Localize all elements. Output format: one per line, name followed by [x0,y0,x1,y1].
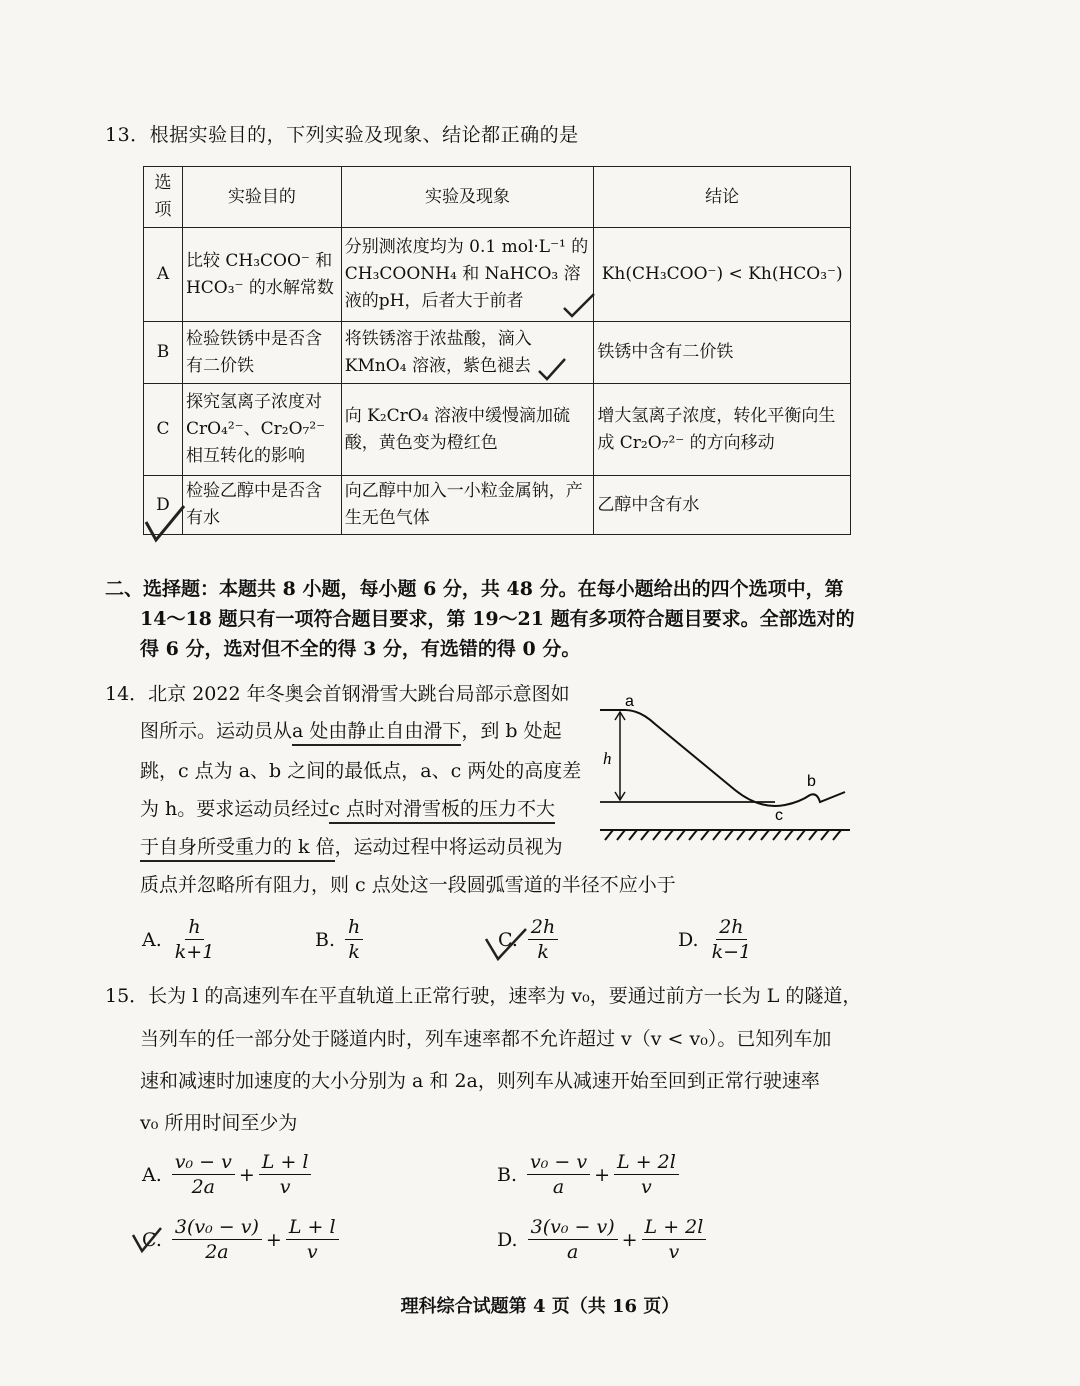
q14-line5a: 于自身所受重力的 k 倍 [140,836,335,862]
q15-line2: 当列车的任一部分处于隧道内时，列车速率都不允许超过 v（v < v₀）。已知列车加 [140,1028,832,1050]
row-a-conclusion: Kh(CH₃COO⁻) < Kh(HCO₃⁻) [594,228,851,322]
q15-option-a[interactable] [142,1150,315,1199]
option-label: A. [142,928,162,951]
row-b-conclusion: 铁锈中含有二价铁 [594,322,851,384]
frac-den: k+1 [174,941,215,963]
row-d-experiment: 向乙醇中加入一小粒金属钠，产生无色气体 [341,476,594,535]
frac-num: 2h [528,915,558,940]
fig-label-c: c [775,807,783,824]
frac-num: L + 2l [642,1215,707,1240]
fig-label-a: a [625,693,634,710]
frac-num: 3(v₀ − v) [172,1215,262,1240]
row-d-conclusion: 乙醇中含有水 [594,476,851,535]
row-b-goal: 检验铁锈中是否含有二价铁 [182,322,341,384]
frac-num: L + l [259,1150,312,1175]
row-d-option: D [144,476,183,535]
option-label: C. [498,928,518,951]
row-b-experiment: 将铁锈溶于浓盐酸，滴入 KMnO₄ 溶液，紫色褪去 [341,322,594,384]
row-c-experiment: 向 K₂CrO₄ 溶液中缓慢滴加硫酸，黄色变为橙红色 [341,384,594,476]
q14-line3: 跳，c 点为 a、b 之间的最低点，a、c 两处的高度差 [140,760,582,782]
q14-line4b: c 点时对滑雪板的压力不大 [329,798,555,824]
section2-line1: 二、选择题：本题共 8 小题，每小题 6 分，共 48 分。在每小题给出的四个选项中，第 [105,578,844,600]
header-goal: 实验目的 [182,167,341,228]
check-mark-icon [560,290,600,320]
q14-line4a: 为 h。要求运动员经过 [140,798,330,820]
frac-num: v₀ − v [172,1150,235,1175]
table-row [144,384,851,476]
option-label: D. [678,928,699,951]
table-header-row [144,167,851,228]
q14-line6: 质点并忽略所有阻力，则 c 点处这一段圆弧雪道的半径不应小于 [140,874,676,896]
section2-line3: 得 6 分，选对但不全的得 3 分，有选错的得 0 分。 [140,638,581,660]
plus-sign: + [594,1163,611,1186]
fig-label-b: b [807,773,816,790]
q14-line2b: a 处由静止自由滑下 [292,720,461,746]
frac-den: k [348,941,360,963]
q15-option-b[interactable] [497,1150,683,1199]
header-option: 选项 [144,167,183,228]
plus-sign: + [621,1228,638,1251]
plus-sign: + [265,1228,282,1251]
table-row [144,228,851,322]
frac-den: v [641,1176,652,1198]
table-row [144,322,851,384]
ski-jump-diagram [595,690,855,855]
q14-option-b[interactable] [315,915,367,964]
header-experiment: 实验及现象 [341,167,594,228]
frac-den: k [537,941,549,963]
q13-table [143,166,851,535]
frac-den: 2a [205,1241,229,1263]
q15-option-c[interactable] [142,1215,343,1264]
table-row [144,476,851,535]
q14-line2c: ，到 b 处起 [461,720,562,742]
row-a-experiment: 分别测浓度均为 0.1 mol·L⁻¹ 的 CH₃COONH₄ 和 NaHCO₃ 溶液的pH，后者大于前者 [341,228,594,322]
q14-line5 [140,828,563,866]
q14-option-d[interactable] [678,915,758,964]
q14-line1: 14．北京 2022 年冬奥会首钢滑雪大跳台局部示意图如 [105,683,570,705]
q15-line4: v₀ 所用时间至少为 [140,1112,298,1134]
frac-num: 2h [716,915,746,940]
plus-sign: + [238,1163,255,1186]
check-mark-icon [535,355,575,385]
frac-num: h [185,915,203,940]
row-c-option: C [144,384,183,476]
row-c-conclusion: 增大氢离子浓度，转化平衡向生成 Cr₂O₇²⁻ 的方向移动 [594,384,851,476]
frac-num: v₀ − v [527,1150,590,1175]
option-label: A. [142,1163,162,1186]
page-footer: 理科综合试题第 4 页（共 16 页） [400,1296,680,1317]
option-label: C. [142,1228,162,1251]
option-label: B. [315,928,336,951]
row-c-goal: 探究氢离子浓度对 CrO₄²⁻、Cr₂O₇²⁻ 相互转化的影响 [182,384,341,476]
q14-option-a[interactable] [142,915,221,964]
frac-den: v [306,1241,318,1263]
q15-line3: 速和减速时加速度的大小分别为 a 和 2a，则列车从减速开始至回到正常行驶速率 [140,1070,820,1092]
check-mark-icon [130,1225,164,1255]
row-b-option: B [144,322,183,384]
option-label: D. [497,1228,518,1251]
check-mark-icon [482,925,530,965]
header-conclusion: 结论 [594,167,851,228]
q14-line2a: 图所示。运动员从 [140,720,293,742]
row-a-option: A [144,228,183,322]
q13-title: 13．根据实验目的，下列实验及现象、结论都正确的是 [105,124,579,146]
check-mark-icon [140,500,190,545]
row-a-goal: 比较 CH₃COO⁻ 和 HCO₃⁻ 的水解常数 [182,228,341,322]
frac-den: 2a [191,1176,216,1198]
row-d-goal: 检验乙醇中是否含有水 [182,476,341,535]
frac-num: L + l [286,1215,339,1240]
section2-line2: 14～18 题只有一项符合题目要求，第 19～21 题有多项符合题目要求。全部选对的 [140,608,855,630]
frac-num: L + 2l [614,1150,679,1175]
frac-den: a [566,1241,579,1263]
frac-den: a [552,1176,565,1198]
q14-line5b: ，运动过程中将运动员视为 [334,836,563,858]
frac-num: 3(v₀ − v) [528,1215,618,1240]
q15-option-d[interactable] [497,1215,710,1264]
q15-line1: 15．长为 l 的高速列车在平直轨道上正常行驶，速率为 v₀，要通过前方一长为 L 的隧道， [105,985,862,1007]
frac-den: v [279,1176,291,1198]
option-label: B. [497,1163,518,1186]
q14-line4 [140,790,555,828]
q14-line2 [140,712,562,750]
frac-den: k−1 [711,941,752,963]
frac-den: v [668,1241,680,1263]
fig-label-h: h [603,749,612,768]
frac-num: h [345,915,363,940]
